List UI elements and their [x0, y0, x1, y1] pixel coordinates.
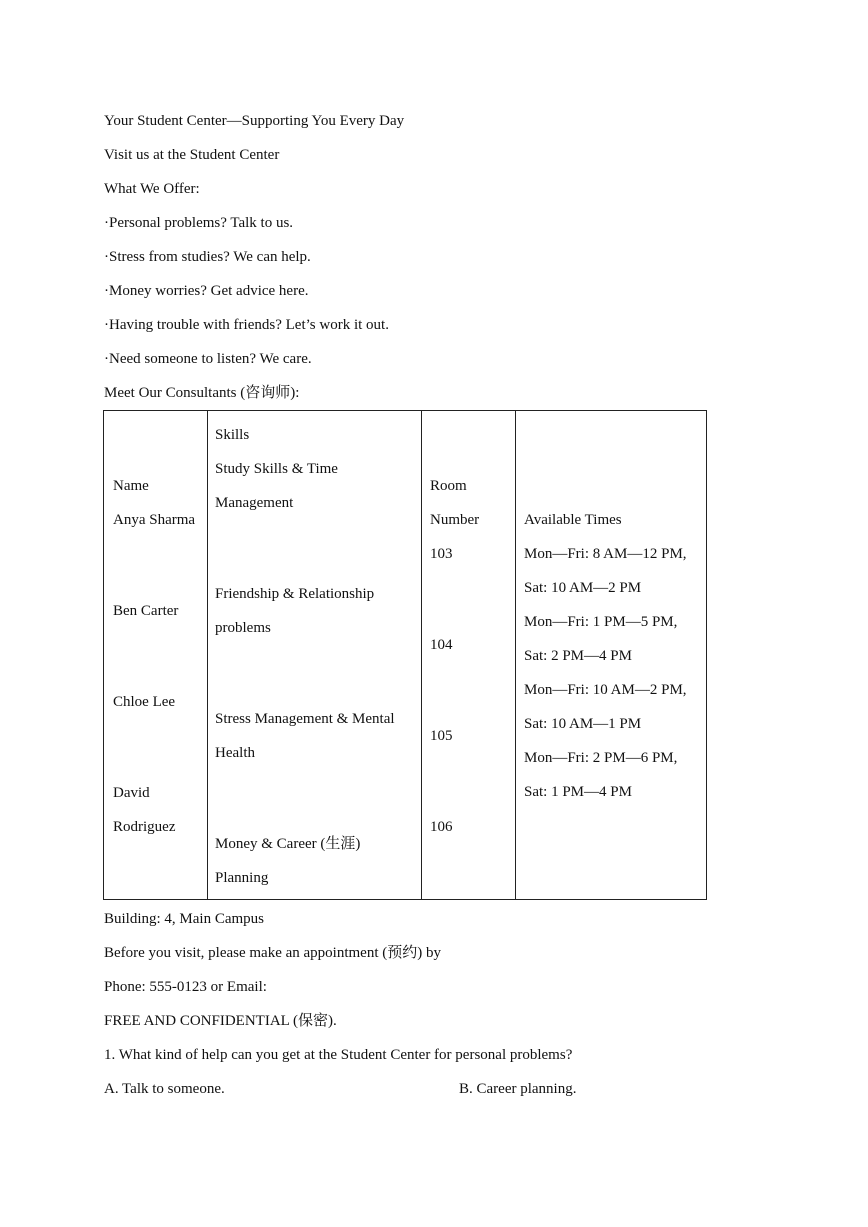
available-time: Sat: 10 AM—2 PM: [524, 580, 642, 596]
option-a: A. Talk to someone.: [104, 1081, 225, 1097]
offer-item: ·Stress from studies? We can help.: [104, 249, 311, 265]
consultant-skill: Management: [215, 495, 294, 511]
room-number: 105: [430, 728, 453, 744]
consultant-skill: Friendship & Relationship: [215, 586, 375, 602]
room-number: 106: [430, 819, 453, 835]
appointment-text: Before you visit, please make an appointment (预约) by: [104, 945, 441, 961]
available-time: Sat: 2 PM—4 PM: [524, 648, 632, 664]
times-header: Available Times: [524, 512, 622, 528]
consultant-skill: Planning: [215, 870, 269, 886]
available-time: Sat: 1 PM—4 PM: [524, 784, 632, 800]
free-confidential-text: FREE AND CONFIDENTIAL (保密).: [104, 1013, 337, 1029]
consultant-skill: Money & Career (生涯): [215, 836, 361, 852]
room-number: 103: [430, 546, 453, 562]
name-header: Name: [113, 478, 149, 494]
available-time: Mon—Fri: 1 PM—5 PM,: [524, 614, 678, 630]
offer-item: ·Need someone to listen? We care.: [104, 351, 312, 367]
consultant-skill: Health: [215, 745, 255, 761]
available-time: Mon—Fri: 2 PM—6 PM,: [524, 750, 678, 766]
option-b: B. Career planning.: [459, 1081, 577, 1097]
consultant-skill: Study Skills & Time: [215, 461, 338, 477]
consultant-name: Rodriguez: [113, 819, 176, 835]
consultant-name: Ben Carter: [113, 603, 179, 619]
room-number: 104: [430, 637, 453, 653]
offer-item: ·Personal problems? Talk to us.: [104, 215, 294, 231]
offer-item: ·Having trouble with friends? Let’s work it out.: [104, 317, 389, 333]
room-header: Room: [430, 478, 467, 494]
table-divider: [421, 411, 422, 899]
table-divider: [207, 411, 208, 899]
building-text: Building: 4, Main Campus: [104, 911, 265, 927]
skills-header: Skills: [215, 427, 250, 443]
consultant-name: David: [113, 785, 150, 801]
room-header: Number: [430, 512, 480, 528]
question-text: 1. What kind of help can you get at the Student Center for personal problems?: [104, 1047, 573, 1063]
visit-text: Visit us at the Student Center: [104, 147, 280, 163]
consultant-name: Chloe Lee: [113, 694, 176, 710]
page-title: Your Student Center—Supporting You Every Day: [104, 113, 405, 129]
consultants-table: [103, 410, 707, 900]
table-divider: [515, 411, 516, 899]
available-time: Mon—Fri: 8 AM—12 PM,: [524, 546, 687, 562]
available-time: Sat: 10 AM—1 PM: [524, 716, 642, 732]
consultant-name: Anya Sharma: [113, 512, 196, 528]
available-time: Mon—Fri: 10 AM—2 PM,: [524, 682, 687, 698]
offer-item: ·Money worries? Get advice here.: [104, 283, 309, 299]
contact-text: Phone: 555-0123 or Email:: [104, 979, 267, 995]
consultants-heading: Meet Our Consultants (咨询师):: [104, 385, 300, 401]
offer-heading: What We Offer:: [104, 181, 200, 197]
consultant-skill: Stress Management & Mental: [215, 711, 395, 727]
consultant-skill: problems: [215, 620, 271, 636]
